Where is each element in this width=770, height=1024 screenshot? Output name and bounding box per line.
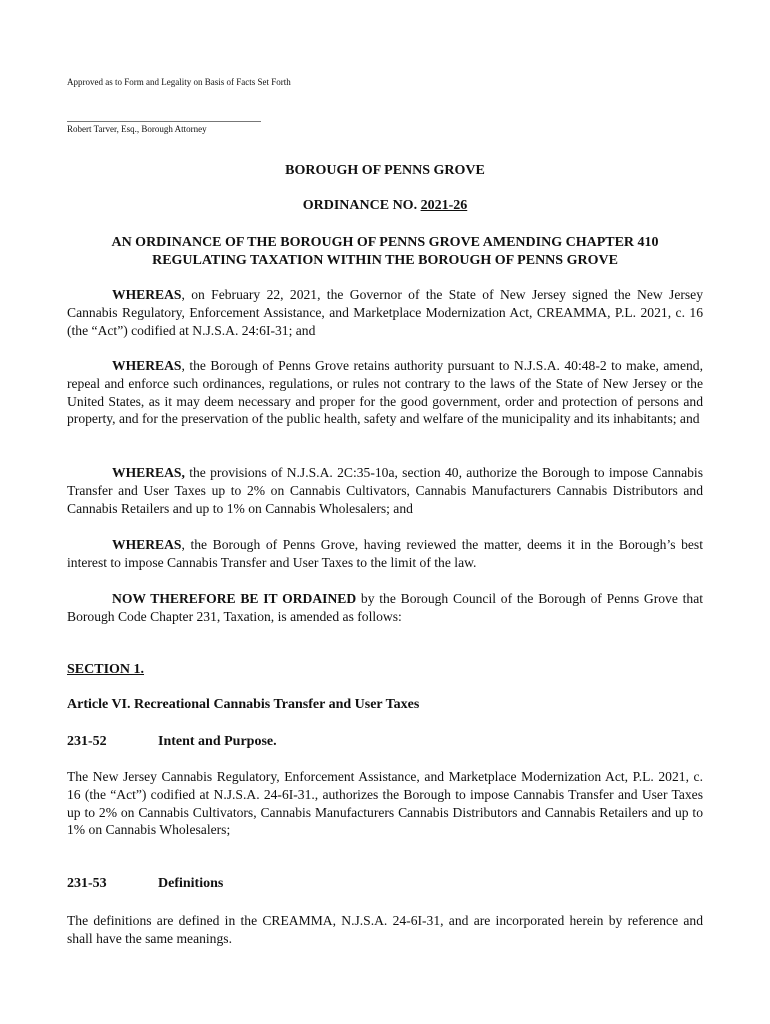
whereas-text: , the Borough of Penns Grove retains authority pursuant to N.J.S.A. 40:48-2 to make, amend, repeal and enforce such ordinances, regulations, or rules not contrary to the laws of the State of New Jersey or the United States, as it may deem necessary and proper for the good government, order and protection of persons and property, and for the preservation of the public health, safety and welfare of the municipality and its inhabitants; and: [67, 358, 703, 427]
ordinance-prefix: ORDINANCE NO.: [302, 198, 421, 213]
whereas-lead: WHEREAS: [112, 537, 182, 552]
article-heading: Article VI. Recreational Cannabis Transfer and User Taxes: [67, 697, 420, 712]
subsection-body: The New Jersey Cannabis Regulatory, Enforcement Assistance, and Marketplace Modernization Act, P.L. 2021, c. 16 (the “Act”) codified at N.J.S.A. 24-6I-31., authorizes the Borough to impose Cannabis Transfer and User Taxes up to 2% on Cannabis Cultivators, Cannabis Manufacturers Cannabis Distributors and Cannabis Retailers and up to 1% on Cannabis Wholesalers;: [67, 769, 703, 838]
whereas-lead: WHEREAS,: [112, 465, 185, 480]
ordinance-number: 2021-26: [420, 198, 468, 213]
whereas-paragraph: [67, 464, 703, 517]
subject-line-1: AN ORDINANCE OF THE BOROUGH OF PENNS GROVE AMENDING CHAPTER 410: [111, 235, 659, 250]
ordained-lead: NOW THEREFORE BE IT ORDAINED: [112, 591, 357, 606]
whereas-paragraph: [67, 536, 703, 572]
whereas-text: , the Borough of Penns Grove, having reviewed the matter, deems it in the Borough’s best interest to impose Cannabis Transfer and User Taxes to the limit of the law.: [67, 537, 703, 570]
whereas-lead: WHEREAS: [112, 358, 182, 373]
subject-line-2: REGULATING TAXATION WITHIN THE BOROUGH OF PENNS GROVE: [152, 253, 618, 268]
signature-line: [67, 121, 261, 122]
subsection-number: 231-52: [67, 734, 107, 749]
whereas-lead: WHEREAS: [112, 287, 182, 302]
whereas-paragraph: [67, 357, 703, 428]
ordinance-number-line: [67, 198, 703, 214]
ordained-paragraph: [67, 590, 703, 626]
ordinance-subject: [67, 234, 703, 270]
whereas-text: the provisions of N.J.S.A. 2C:35-10a, section 40, authorize the Borough to impose Cannabis Transfer and User Taxes up to 2% on Cannabis Cultivators, Cannabis Manufacturers Cannabis Distributors and Cannabis Retailers and up to 1% on Cannabis Wholesalers; and: [67, 465, 703, 516]
subsection-body: The definitions are defined in the CREAMMA, N.J.S.A. 24-6I-31, and are incorporated herein by reference and shall have the same meanings.: [67, 913, 703, 946]
subsection-number: 231-53: [67, 876, 107, 891]
attorney-name: Robert Tarver, Esq., Borough Attorney: [67, 124, 207, 134]
borough-title: BOROUGH OF PENNS GROVE: [285, 163, 485, 178]
whereas-paragraph: [67, 286, 703, 339]
whereas-text: , on February 22, 2021, the Governor of the State of New Jersey signed the New Jersey Cannabis Regulatory, Enforcement Assistance, and Marketplace Modernization Act, CREAMMA, P.L. 2021, c. 16 (the “Act”) codified at N.J.S.A. 24:6I-31; and: [67, 287, 703, 338]
subsection-title: Definitions: [158, 876, 224, 891]
subsection-title: Intent and Purpose.: [158, 734, 277, 749]
ordained-text: by the Borough Council of the Borough of Penns Grove that Borough Code Chapter 231, Taxation, is amended as follows:: [67, 591, 704, 624]
section-heading: SECTION 1.: [67, 662, 145, 677]
approval-note: Approved as to Form and Legality on Basis of Facts Set Forth: [67, 77, 291, 87]
